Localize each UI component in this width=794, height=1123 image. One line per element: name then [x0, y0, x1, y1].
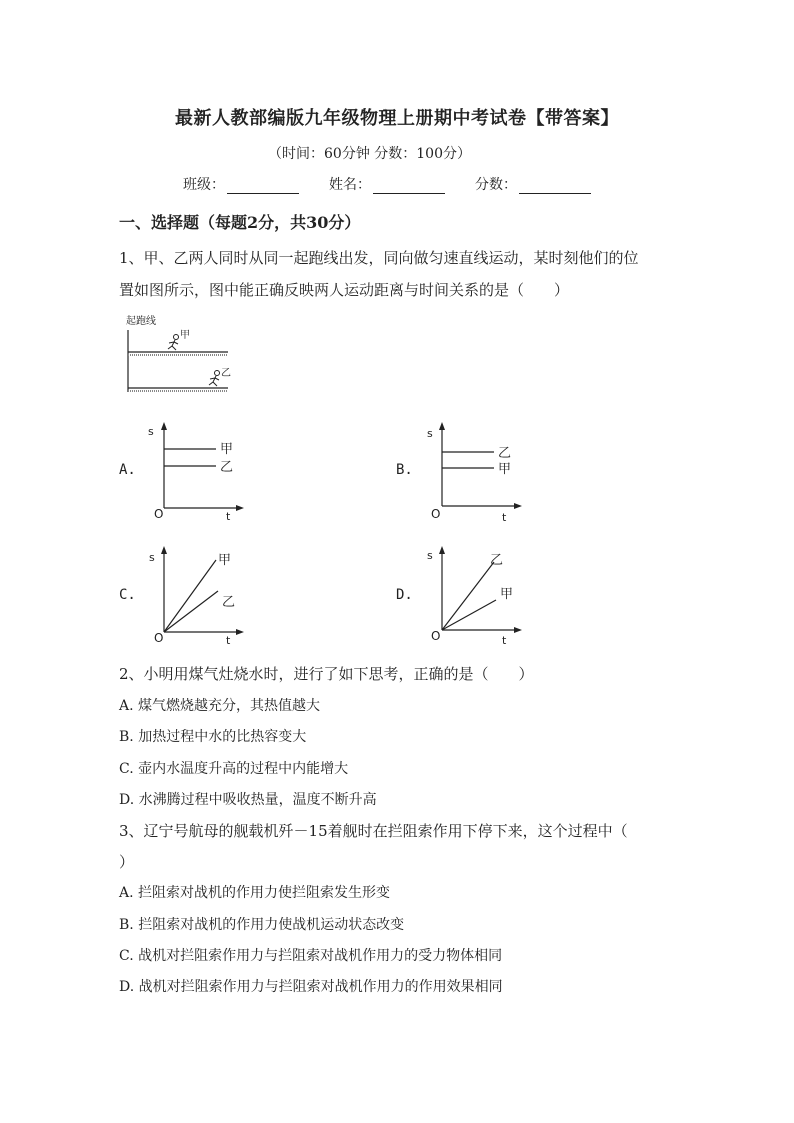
- line-label-top: 甲: [218, 553, 232, 568]
- y-arrow-icon: [161, 546, 167, 554]
- axis-x-label: t: [502, 634, 507, 647]
- option-c-label: C.: [119, 587, 136, 603]
- option-d-label: D.: [396, 587, 413, 603]
- q1-line2: 置如图所示，图中能正确反映两人运动距离与时间关系的是（ ）: [119, 281, 570, 299]
- origin-label: O: [154, 507, 164, 521]
- class-label: 班级：: [183, 177, 225, 193]
- start-line-label: 起跑线: [126, 316, 156, 327]
- origin-label: O: [431, 629, 441, 643]
- q2-option-a[interactable]: A. 煤气燃烧越充分，其热值越大: [119, 698, 321, 714]
- graph-b: [420, 420, 530, 526]
- student-info-row: [183, 174, 621, 194]
- line-label-bottom: 甲: [498, 462, 512, 477]
- score-field[interactable]: [475, 174, 591, 194]
- y-arrow-icon: [439, 546, 445, 554]
- name-label: 姓名：: [329, 177, 371, 193]
- q3-option-c[interactable]: C. 战机对拦阻索作用力与拦阻索对战机作用力的受力物体相同: [119, 948, 503, 964]
- class-field[interactable]: [183, 174, 299, 194]
- series-line-c-steep: [164, 560, 216, 632]
- q2-option-d[interactable]: D. 水沸腾过程中吸收热量，温度不断升高: [119, 792, 377, 808]
- axis-x-label: t: [502, 511, 507, 524]
- option-b-label: B.: [396, 462, 413, 478]
- axis-x-label: t: [226, 510, 231, 523]
- score-label: 分数：: [475, 177, 517, 193]
- x-arrow-icon: [514, 627, 522, 633]
- line-label-bottom: 甲: [500, 587, 514, 602]
- runner-a-label: 甲: [180, 330, 190, 341]
- series-line-c-shallow: [164, 591, 218, 632]
- start-line-figure: [122, 312, 234, 396]
- runner-b-icon: [209, 371, 220, 387]
- line-label-top: 乙: [490, 553, 504, 568]
- origin-label: O: [431, 507, 441, 521]
- option-a-label: A.: [119, 462, 136, 478]
- q3-option-d[interactable]: D. 战机对拦阻索作用力与拦阻索对战机作用力的作用效果相同: [119, 979, 503, 995]
- axis-y-label: s: [148, 425, 154, 438]
- score-blank[interactable]: [519, 179, 591, 194]
- line-label-bottom: 乙: [222, 595, 236, 610]
- section-heading: 一、选择题（每题2分，共30分）: [119, 213, 361, 232]
- series-line-d-steep: [442, 562, 494, 630]
- graph-d: [420, 544, 530, 650]
- origin-label: O: [154, 631, 164, 645]
- q3-line2: ）: [119, 853, 135, 871]
- q2-stem: 2、小明用煤气灶烧水时，进行了如下思考，正确的是（ ）: [119, 665, 534, 683]
- class-blank[interactable]: [227, 179, 299, 194]
- q2-option-c[interactable]: C. 壶内水温度升高的过程中内能增大: [119, 761, 349, 777]
- y-arrow-icon: [161, 422, 167, 430]
- q3-option-a[interactable]: A. 拦阻索对战机的作用力使拦阻索发生形变: [119, 885, 391, 901]
- axis-y-label: s: [149, 551, 155, 564]
- axis-y-label: s: [427, 427, 433, 440]
- exam-subtitle: （时间：60分钟 分数：100分）: [268, 146, 471, 162]
- exam-title: 最新人教部编版九年级物理上册期中考试卷【带答案】: [175, 108, 619, 129]
- series-line-d-shallow: [442, 600, 496, 630]
- q3-option-b[interactable]: B. 拦阻索对战机的作用力使战机运动状态改变: [119, 917, 405, 933]
- runner-b-label: 乙: [221, 368, 231, 379]
- graph-a: [142, 420, 252, 526]
- q1-line1: 1、甲、乙两人同时从同一起跑线出发，同向做匀速直线运动，某时刻他们的位: [119, 249, 639, 267]
- q3-line1: 3、辽宁号航母的舰载机歼－15着舰时在拦阻索作用下停下来，这个过程中（: [119, 822, 628, 840]
- axis-x-label: t: [226, 634, 231, 647]
- line-label-top: 甲: [220, 442, 234, 457]
- axis-y-label: s: [427, 549, 433, 562]
- line-label-top: 乙: [498, 446, 512, 461]
- line-label-bottom: 乙: [220, 460, 234, 475]
- runner-a-icon: [168, 335, 179, 351]
- graph-c: [142, 544, 252, 650]
- x-arrow-icon: [514, 503, 522, 509]
- q2-option-b[interactable]: B. 加热过程中水的比热容变大: [119, 729, 307, 745]
- x-arrow-icon: [236, 629, 244, 635]
- name-field[interactable]: [329, 174, 445, 194]
- x-arrow-icon: [236, 505, 244, 511]
- name-blank[interactable]: [373, 179, 445, 194]
- y-arrow-icon: [439, 422, 445, 430]
